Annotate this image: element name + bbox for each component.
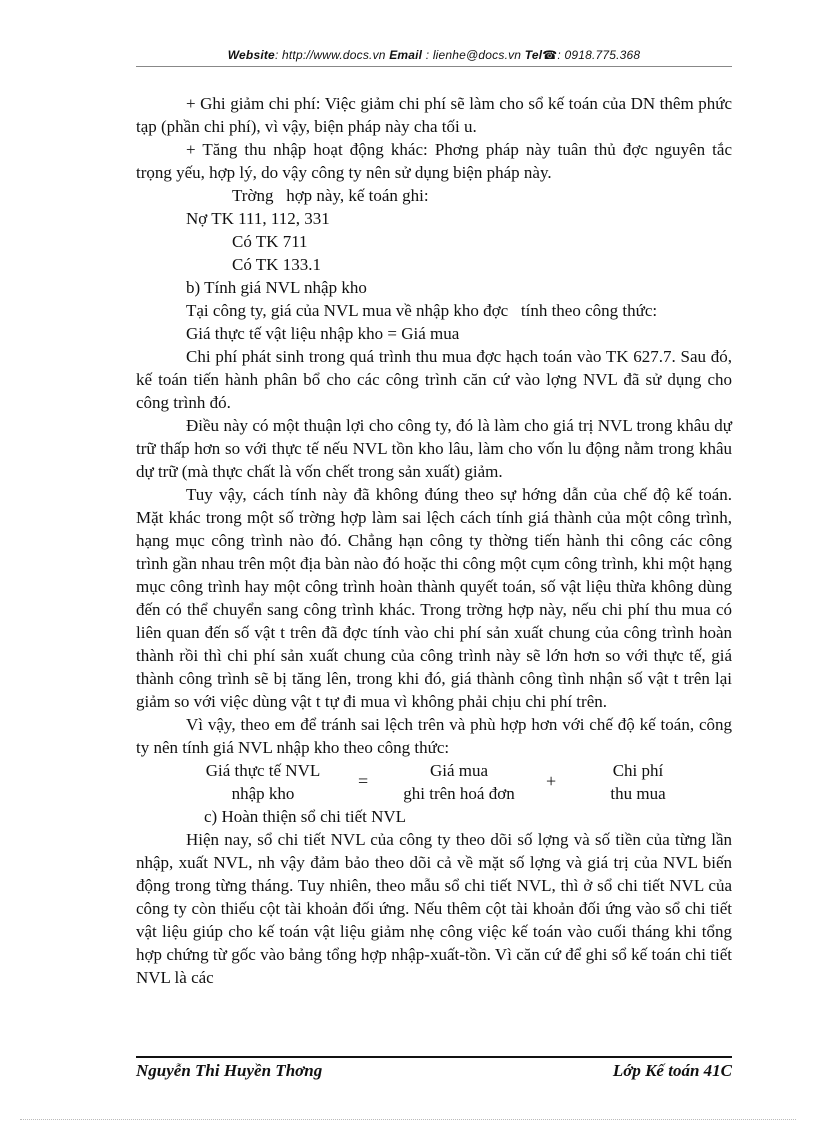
paragraph: Hiện nay, sổ chi tiết NVL của công ty theo dõi số lợng và số tiền của từng lần nhập, xuất NVL, nh vậy đảm bảo theo dõi cả về mặt số lợng và giá trị của NVL biến động trong từng tháng. Tuy nhiên, theo mẫu sổ chi tiết NVL, thì ở sổ chi tiết NVL của công ty còn thiếu cột tài khoản đối ứng. Nếu thêm cột tài khoản đối ứng vào sổ chi tiết vật liệu giúp cho kế toán vật liệu giảm nhẹ công việc kế toán vào cuối tháng khi tổng hợp chứng từ gốc vào bảng tổng hợp nhập-xuất-tồn. Vì căn cứ để ghi sổ kế toán chi tiết NVL là các [136,830,732,987]
text-line: Có TK 711 [232,232,308,251]
text-line: Giá thực tế vật liệu nhập kho = Giá mua [186,324,460,343]
website-value: : http://www.docs.vn [274,48,386,62]
tel-label: Tel [524,48,543,62]
paragraph: + Ghi giảm chi phí: Việc giảm chi phí sẽ làm cho sổ kế toán của DN thêm phức tạp (phần chi phí), vì vậy, biện pháp này cha tối u. [136,94,732,136]
paragraph: Tuy vậy, cách tính này đã không đúng theo sự hớng dẫn của chế độ kế toán. Mặt khác trong một số trờng hợp làm sai lệch cách tính giá thành của một công trình, hạng mục công trình nào đó. Chẳng hạn công ty thờng tiến hành thi công các công trình gần nhau trên một địa bàn nào đó hoặc thi công một cụm công trình, khi một hạng mục công trình hay một công trình hoàn thành quyết toán, số vật liệu thừa không dùng đến có thể chuyển sang công trình khác. Trong trờng hợp này, nếu chi phí thu mua có liên quan đến số vật t trên đã đợc tính vào chi phí sản xuất chung của công trình hoàn thành rồi thì chi phí sản xuất chung của công trình này sẽ lớn hơn so với thực tế, giá thành công trình sẽ bị tăng lên, trong khi đó, giá thành công tình nhận số vật t trên lại giảm so với việc dùng vật t tự đi mua vì không phải chịu chi phí trên. [136,485,732,711]
paragraph: Điều này có một thuận lợi cho công ty, đó là làm cho giá trị NVL trong khâu dự trữ thấp hơn so với thực tế nếu NVL tồn kho lâu, làm cho vốn lu động nằm trong khâu dự trữ (mà thực chất là vốn chết trong sản xuất) giảm. [136,416,732,481]
formula-right [588,759,688,805]
paragraph: Chi phí phát sinh trong quá trình thu mua đợc hạch toán vào TK 627.7. Sau đó, kế toán tiến hành phân bổ cho các công trình căn cứ vào lợng NVL đã sử dụng cho công trình đó. [136,347,732,412]
section-heading: c) Hoàn thiện sổ chi tiết NVL [204,807,407,826]
paragraph: + Tăng thu nhập hoạt động khác: Phơng pháp này tuân thủ đợc nguyên tắc trọng yếu, hợp lý, do vậy công ty nên sử dụng biện pháp này. [136,140,732,182]
email-label: Email [389,48,423,62]
formula-left-top: Giá thực tế NVL [205,761,321,780]
tel-value: ☎: 0918.775.368 [542,48,641,62]
formula-middle [384,759,534,805]
section-heading: b) Tính giá NVL nhập kho [186,278,367,297]
footer-divider [136,1056,732,1058]
text-line: Trờng hợp này, kế toán ghi: [232,186,429,205]
formula-plus: + [546,771,557,791]
formula-right-top: Chi phí [612,761,664,780]
email-value: : lienhe@docs.vn [422,48,522,62]
page-edge-dots [20,1119,796,1120]
footer-author: Nguyễn Thi Huyền Thơng [136,1061,323,1080]
formula-mid-bottom: ghi trên hoá đơn [403,784,515,803]
formula-left [188,759,338,805]
website-label: Website [227,48,275,62]
page-header [136,48,732,62]
cost-formula [136,759,732,805]
text-line: Có TK 133.1 [232,255,321,274]
text-line: Tại công ty, giá của NVL mua về nhập kho đợc tính theo công thức: [186,301,658,320]
formula-left-bottom: nhập kho [231,784,295,803]
formula-equals: = [358,771,369,791]
header-divider [136,66,732,67]
formula-mid-top: Giá mua [429,761,489,780]
document-body [136,92,732,989]
paragraph: Vì vậy, theo em để tránh sai lệch trên và phù hợp hơn với chế độ kế toán, công ty nên tính giá NVL nhập kho theo công thức: [136,715,732,757]
text-line: Nợ TK 111, 112, 331 [186,209,330,228]
formula-right-bottom: thu mua [610,784,666,803]
footer-class: Lớp Kế toán 41C [612,1061,732,1080]
